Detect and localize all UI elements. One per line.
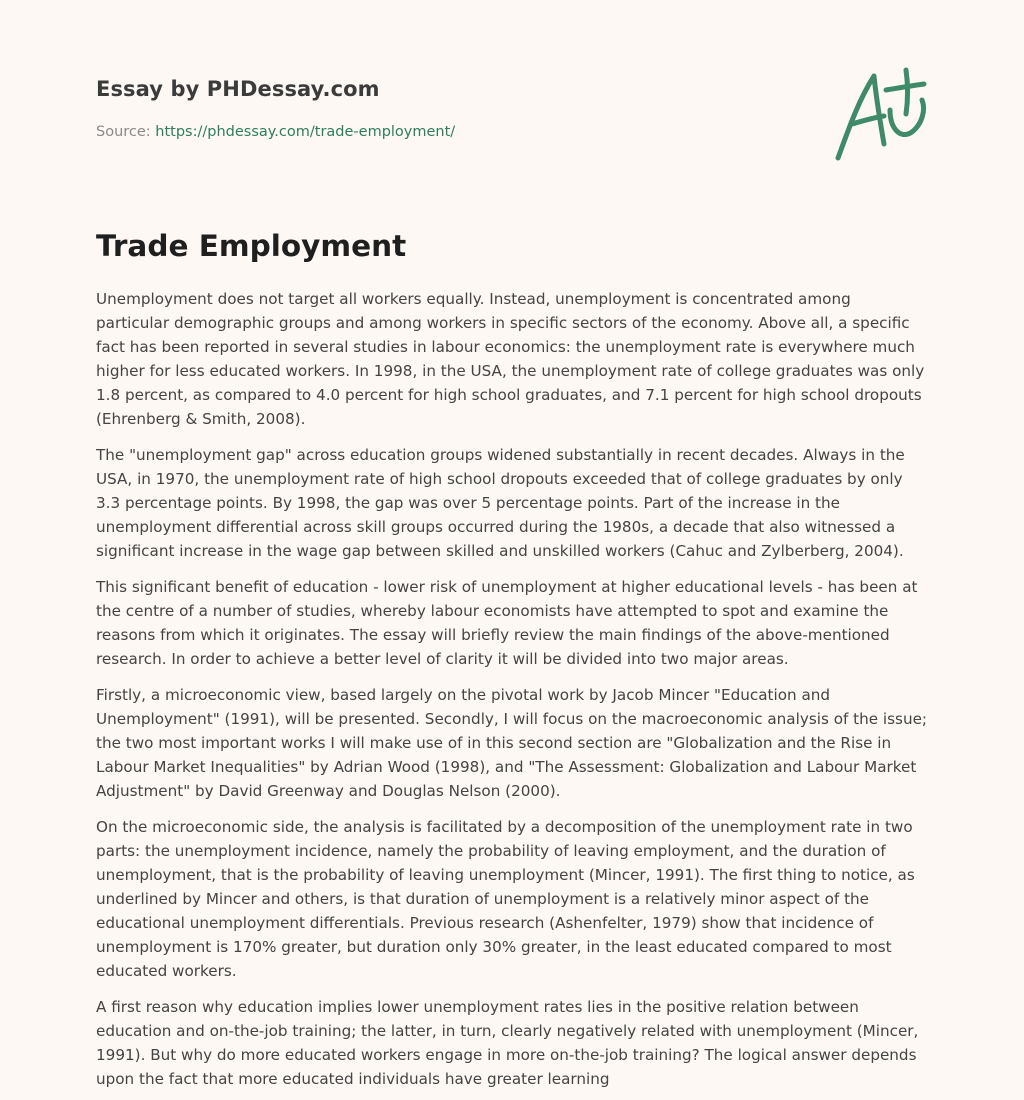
essay-paragraph: The "unemployment gap" across education groups widened substantially in recent decades. Always in the USA, in 1970, the unemployment rate of high school dropouts exceeded that of college graduates by only 3.3 percentage points. By 1998, the gap was over 5 percentage points. Part of the increase in the unemployment differential across skill groups occurred during the 1980s, a decade that also witnessed a significant increase in the wage gap between skilled and unskilled workers (Cahuc and Zylberberg, 2004). <box>96 446 905 560</box>
essay-paragraph: Firstly, a microeconomic view, based largely on the pivotal work by Jacob Mincer "Education and Unemployment" (1991), will be presented. Secondly, I will focus on the macroeconomic analysis of the issue; the two most important works I will make use of in this second section are "Globalization and the Rise in Labour Market Inequalities" by Adrian Wood (1998), and "The Assessment: Globalization and Labour Market Adjustment" by David Greenway and Douglas Nelson (2000). <box>96 686 928 800</box>
essay-title: Trade Employment <box>96 229 407 263</box>
site-title: Essay by PHDessay.com <box>96 77 380 101</box>
page-header <box>96 0 928 190</box>
essay-paragraph: On the microeconomic side, the analysis is facilitated by a decomposition of the unemployment rate in two parts: the unemployment incidence, namely the probability of leaving employment, and the duration of unemployment, that is the probability of leaving unemployment (Mincer, 1991). The first thing to notice, as underlined by Mincer and others, is that duration of unemployment is a relatively minor aspect of the educational unemployment differentials. Previous research (Ashenfelter, 1979) show that incidence of unemployment is 170% greater, but duration only 30% greater, in the least educated compared to most educated workers. <box>96 818 915 980</box>
essay-paragraph: A first reason why education implies lower unemployment rates lies in the positive relation between education and on-the-job training; the latter, in turn, clearly negatively related with unemployment (Mincer, 1991). But why do more educated workers engage in more on-the-job training? The logical answer depends upon the fact that more educated individuals have greater learning <box>96 998 919 1088</box>
essay-body <box>96 287 928 1091</box>
essay-paragraph: Unemployment does not target all workers equally. Instead, unemployment is concentrated among particular demographic groups and among workers in specific sectors of the economy. Above all, a specific fact has been reported in several studies in labour economics: the unemployment rate is everywhere much higher for less educated workers. In 1998, in the USA, the unemployment rate of college graduates was only 1.8 percent, as compared to 4.0 percent for high school graduates, and 7.1 percent for high school dropouts (Ehrenberg & Smith, 2008). <box>96 290 925 428</box>
essay-paragraph: This significant benefit of education - lower risk of unemployment at higher educational levels - has been at the centre of a number of studies, whereby labour economists have attempted to spot and examine the reasons from which it originates. The essay will briefly review the main findings of the above-mentioned research. In order to achieve a better level of clarity it will be divided into two major areas. <box>96 578 918 668</box>
source-label: Source: <box>96 124 156 140</box>
a-plus-grade-icon <box>828 66 932 166</box>
source-line <box>96 124 455 140</box>
source-link[interactable]: https://phdessay.com/trade-employment/ <box>155 124 456 140</box>
